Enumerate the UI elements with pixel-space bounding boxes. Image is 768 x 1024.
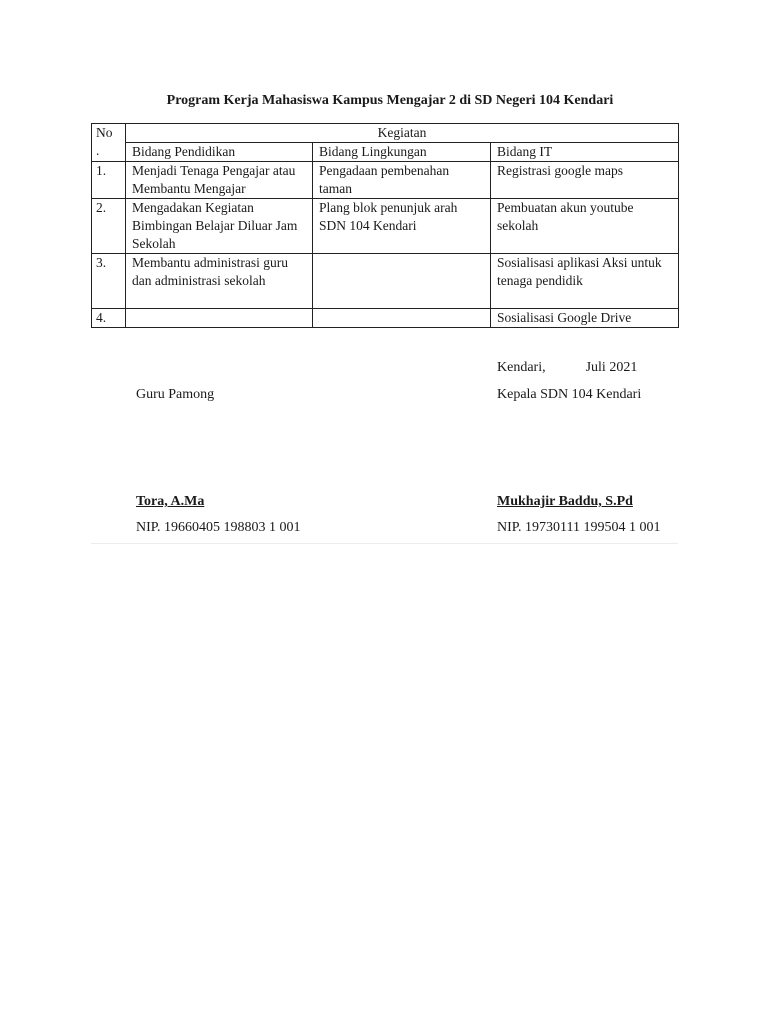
right-signatory-nip: NIP. 19730111 199504 1 001 [497,520,661,535]
row-number: 1. [92,162,126,199]
column-header-it: Bidang IT [491,143,679,162]
document-title: Program Kerja Mahasiswa Kampus Mengajar 2 di SD Negeri 104 Kendari [166,93,614,108]
cell-lingkungan [313,254,491,309]
no-header-line2: . [96,143,100,158]
cell-pendidikan: Membantu administrasi guru dan administrasi sekolah [126,254,313,309]
cell-it: Pembuatan akun youtube sekolah [491,199,679,254]
left-signatory-role: Guru Pamong [136,387,215,402]
no-header [92,124,126,162]
cell-pendidikan: Mengadakan Kegiatan Bimbingan Belajar Diluar Jam Sekolah [126,199,313,254]
row-number: 3. [92,254,126,309]
cell-pendidikan [126,309,313,328]
row-number: 4. [92,309,126,328]
table-row [92,199,679,254]
page-divider [91,543,678,544]
cell-lingkungan: Plang blok penunjuk arah SDN 104 Kendari [313,199,491,254]
no-header-line1: No [96,125,113,140]
cell-lingkungan [313,309,491,328]
left-signatory-nip: NIP. 19660405 198803 1 001 [136,520,301,535]
cell-it: Sosialisasi Google Drive [491,309,679,328]
cell-lingkungan: Pengadaan pembenahan taman [313,162,491,199]
program-table [91,123,679,328]
table-row [92,254,679,309]
row-number: 2. [92,199,126,254]
column-header-lingkungan: Bidang Lingkungan [313,143,491,162]
signature-date: Juli 2021 [585,360,638,375]
signature-place-date [497,360,637,376]
table-subheader-row [92,143,679,162]
signature-place: Kendari, [497,360,546,375]
left-signatory-name: Tora, A.Ma [136,494,205,509]
cell-it: Registrasi google maps [491,162,679,199]
column-header-pendidikan: Bidang Pendidikan [126,143,313,162]
kegiatan-header: Kegiatan [126,124,679,143]
table-row [92,309,679,328]
right-signatory-role: Kepala SDN 104 Kendari [497,387,642,402]
table-row [92,162,679,199]
table-header-row [92,124,679,143]
cell-it: Sosialisasi aplikasi Aksi untuk tenaga pendidik [491,254,679,309]
cell-pendidikan: Menjadi Tenaga Pengajar atau Membantu Mengajar [126,162,313,199]
right-signatory-name: Mukhajir Baddu, S.Pd [497,494,633,509]
